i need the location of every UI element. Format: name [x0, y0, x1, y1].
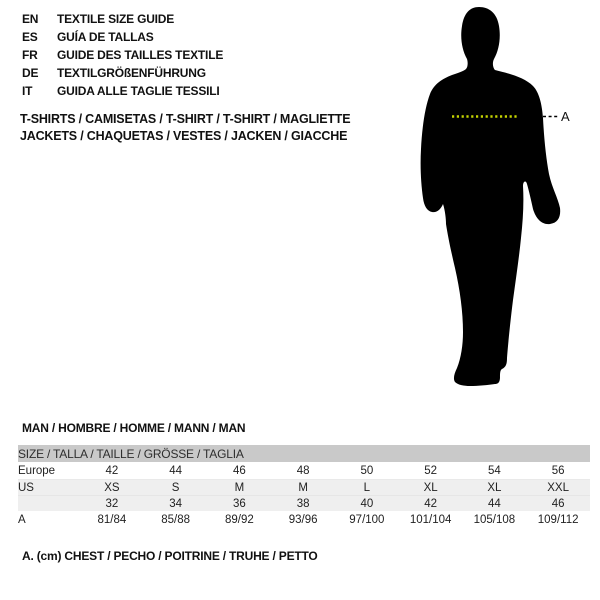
- table-row-us: [18, 480, 590, 496]
- table-cell: 38: [271, 496, 335, 512]
- man-silhouette-svg: [408, 0, 578, 405]
- table-cell: 97/100: [335, 511, 399, 529]
- size-table-banner: SIZE / TALLA / TAILLE / GRÖSSE / TAGLIA: [18, 445, 590, 462]
- language-code: IT: [22, 84, 33, 98]
- table-cell: L: [335, 480, 399, 496]
- language-code: DE: [22, 66, 39, 80]
- row-label: A: [18, 511, 80, 529]
- table-cell: 52: [399, 462, 463, 480]
- table-cell: 101/104: [399, 511, 463, 529]
- section-heading-man: MAN / HOMBRE / HOMME / MANN / MAN: [22, 421, 246, 435]
- table-cell: XXL: [526, 480, 590, 496]
- table-cell: S: [144, 480, 208, 496]
- language-row-es: [22, 28, 223, 46]
- row-label: US: [18, 480, 80, 496]
- language-row-fr: [22, 46, 223, 64]
- size-table-banner-row: [18, 445, 590, 462]
- table-cell: 36: [208, 496, 272, 512]
- row-label: [18, 496, 80, 512]
- table-row-intl-size: [18, 496, 590, 512]
- language-guide-list: [22, 10, 223, 100]
- table-cell: 54: [463, 462, 527, 480]
- table-cell: 50: [335, 462, 399, 480]
- language-label: GUIDA ALLE TAGLIE TESSILI: [57, 84, 220, 98]
- size-table: [18, 445, 590, 529]
- category-line-jackets: JACKETS / CHAQUETAS / VESTES / JACKEN / GIACCHE: [20, 129, 348, 143]
- table-cell: 40: [335, 496, 399, 512]
- language-code: EN: [22, 12, 39, 26]
- language-row-it: [22, 82, 223, 100]
- chest-measure-label: A: [561, 109, 570, 124]
- language-code: ES: [22, 30, 38, 44]
- category-line-tshirts: T-SHIRTS / CAMISETAS / T-SHIRT / T-SHIRT / MAGLIETTE: [20, 112, 351, 126]
- table-cell: 42: [399, 496, 463, 512]
- table-row-chest-measure: [18, 511, 590, 529]
- table-cell: 44: [144, 462, 208, 480]
- table-row-europe: [18, 462, 590, 480]
- table-cell: M: [271, 480, 335, 496]
- table-cell: 44: [463, 496, 527, 512]
- row-label: Europe: [18, 462, 80, 480]
- table-cell: M: [208, 480, 272, 496]
- table-cell: XS: [80, 480, 144, 496]
- language-row-en: [22, 10, 223, 28]
- table-cell: 48: [271, 462, 335, 480]
- language-label: TEXTILE SIZE GUIDE: [57, 12, 175, 26]
- table-cell: XL: [399, 480, 463, 496]
- man-silhouette-shape: [421, 7, 561, 386]
- man-silhouette-figure: [408, 0, 578, 410]
- table-cell: 81/84: [80, 511, 144, 529]
- table-cell: 105/108: [463, 511, 527, 529]
- language-label: GUIDE DES TAILLES TEXTILE: [57, 48, 224, 62]
- language-row-de: [22, 64, 223, 82]
- table-cell: 32: [80, 496, 144, 512]
- table-cell: 109/112: [526, 511, 590, 529]
- table-cell: 46: [526, 496, 590, 512]
- table-cell: 56: [526, 462, 590, 480]
- table-cell: 93/96: [271, 511, 335, 529]
- table-cell: XL: [463, 480, 527, 496]
- table-cell: 89/92: [208, 511, 272, 529]
- table-cell: 46: [208, 462, 272, 480]
- table-cell: 34: [144, 496, 208, 512]
- garment-categories: [20, 111, 350, 145]
- table-cell: 42: [80, 462, 144, 480]
- language-label: TEXTILGRÖßENFÜHRUNG: [57, 66, 206, 80]
- language-label: GUÍA DE TALLAS: [57, 30, 154, 44]
- language-code: FR: [22, 48, 38, 62]
- measure-footnote: A. (cm) CHEST / PECHO / POITRINE / TRUHE / PETTO: [22, 549, 318, 563]
- table-cell: 85/88: [144, 511, 208, 529]
